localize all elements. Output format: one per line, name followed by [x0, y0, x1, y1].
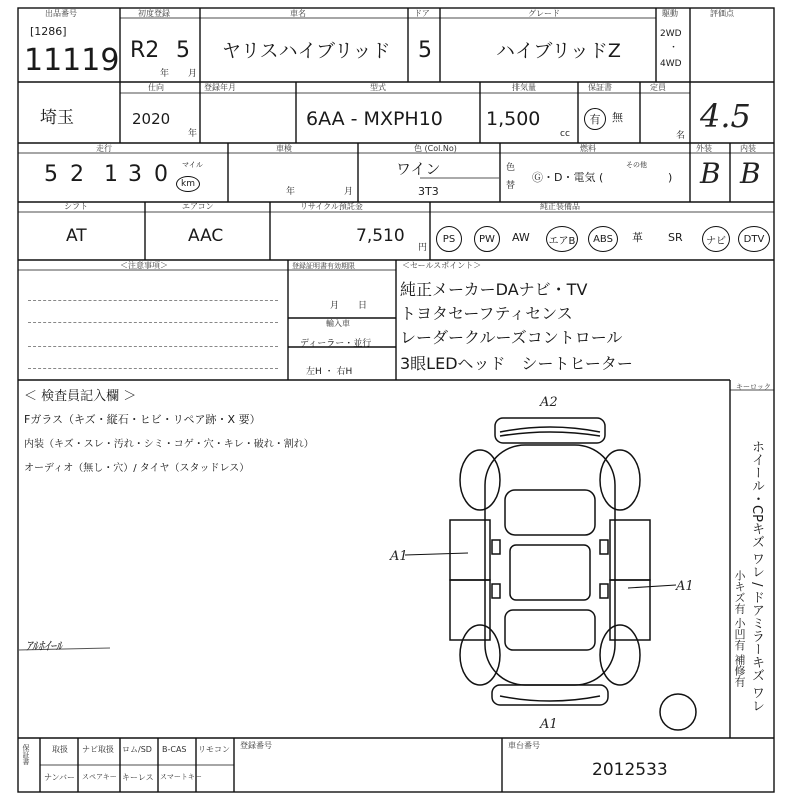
score-header: 評価点	[710, 9, 734, 18]
mileage-digit-3: 1	[104, 162, 118, 187]
damage-a1-rear: A1	[540, 717, 558, 732]
damage-a1-right: A1	[676, 579, 694, 594]
inspector-audio-tire: オーディオ（無し・穴）/ タイヤ（スタッドレス）	[24, 463, 250, 474]
warranty-yes: 有	[584, 108, 606, 130]
aircon-value: AAC	[188, 226, 224, 246]
side-note-col2: 小キズ有 小凹有 補修有	[733, 570, 746, 687]
mileage-digit-1: 5	[44, 162, 58, 187]
first-reg-header: 初度登録	[138, 9, 170, 18]
handwritten-alloy: ｱﾙﾎｲｰﾙ	[26, 639, 63, 653]
first-reg-month: 5	[176, 38, 190, 63]
warranty-no: 無	[612, 111, 623, 124]
lot-header: 出品番号	[45, 9, 77, 18]
equip-abs: ABS	[588, 226, 618, 252]
mileage-km-unit: km	[176, 176, 200, 192]
grade-header: グレード	[528, 9, 560, 18]
car-diagram	[405, 418, 696, 730]
grade: ハイブリッドZ	[496, 40, 621, 62]
side-note-col1: ホイール・CPキズ ワレ / ドアミラーキズ ワレ	[749, 440, 764, 712]
color-code: 3T3	[418, 185, 439, 198]
lot-number: 11119	[24, 43, 120, 78]
equip-sr: SR	[668, 231, 683, 244]
damage-a1-left: A1	[390, 549, 408, 564]
interior-grade: B	[740, 157, 761, 190]
inspector-glass: Fガラス（キズ・縦石・ヒビ・リペア跡・X 要）	[24, 413, 261, 426]
car-name: ヤリスハイブリッド	[222, 40, 391, 62]
equip-aw: AW	[512, 231, 530, 244]
chassis-number: 2012533	[592, 760, 668, 780]
drive-header: 駆動	[662, 9, 678, 18]
lot-bracket: [1286]	[30, 25, 67, 38]
equip-airbag: エアB	[546, 226, 578, 252]
model-code: 6AA - MXPH10	[306, 108, 443, 130]
inspector-heading: ＜ 検査員記入欄 ＞	[24, 389, 137, 404]
sales-point-4: 3眼LEDヘッド シートヒーター	[400, 354, 633, 373]
score-value: 4.5	[700, 97, 751, 135]
shift-value: AT	[66, 226, 87, 246]
equip-dtv: DTV	[738, 226, 770, 252]
damage-a2-front: A2	[540, 395, 558, 410]
mileage-digit-2: 2	[70, 162, 84, 187]
door-header: ドア	[414, 9, 430, 18]
model-year: 2020	[132, 110, 171, 128]
mileage-digit-4: 3	[128, 162, 142, 187]
equip-pw: PW	[474, 226, 500, 252]
inspector-interior: 内装（キズ・スレ・汚れ・シミ・コゲ・穴・キレ・破れ・割れ）	[24, 439, 314, 450]
exterior-grade: B	[700, 157, 721, 190]
first-reg-era: R2	[130, 38, 160, 63]
door-count: 5	[418, 38, 432, 63]
equip-leather: 革	[632, 231, 643, 244]
displacement: 1,500	[486, 108, 541, 130]
sales-point-3: レーダークルーズコントロール	[400, 328, 623, 347]
recycle-fee: 7,510	[356, 226, 405, 246]
sales-point-2: トヨタセーフティセンス	[400, 304, 573, 323]
equip-ps: PS	[436, 226, 462, 252]
color-name: ワイン	[396, 160, 441, 178]
auction-sheet: 出品番号 初度登録 車名 ドア グレード 駆動 評価点 [1286] 11119 R2 5 年 月 ヤリスハイブリッド 5 ハイブリッドZ 2WD ・ 4WD 4.5 仕向 登録年月 型式 排気量 保証書 定員 埼玉 2020 年 6AA - MXPH10 1,500 cc 有 無 名 走行 車検 色 (Col.No) 燃料 外装 内装 5 2 1 3 0 マイル km 年 月 ワイン 3T3 色 替 Ⓖ・D・電気 ( その他 ) B B シフト エアコン リサイクル預託金 純正装備品 AT AAC 7,510 円 PS PW AW エアB ABS 革 SR ナビ DTV ＜注意事項＞ 登録証明書有効期限 月 日 輸入車 ディーラー・並行 左H ・ 右H ＜セールスポイント＞ 純正メーカーDAナビ・TV トヨタセーフティセンス レーダークルーズコントロール 3眼LEDヘッド シートヒーター ＜ 検査員記入欄 ＞ キーロック Fガラス（キズ・縦石・ヒビ・リペア跡・X 要） 内装（キズ・スレ・汚れ・シミ・コゲ・穴・キレ・破れ・割れ） オーディオ（無し・穴）/ タイヤ（スタッドレス） ｱﾙﾎｲｰﾙ A2 A1 A1 A1 ホイール・CPキズ ワレ / ドアミラーキズ ワレ 小キズ有 小凹有 補修有 保証書 取扱 ナビ取扱 ロム/SD B-CAS リモコン ナンバー スペアキー キーレス スマートキー 登録番号 車台番号 2012533	[0, 0, 800, 800]
sales-point-1: 純正メーカーDAナビ・TV	[400, 280, 588, 299]
car-name-header: 車名	[290, 9, 306, 18]
mileage-digit-5: 0	[154, 162, 168, 187]
dealer-parallel: ディーラー・並行	[300, 339, 372, 349]
region: 埼玉	[40, 108, 74, 128]
handle-side: 左H ・ 右H	[306, 367, 353, 377]
equip-navi: ナビ	[702, 226, 730, 252]
fuel-options: Ⓖ・D・電気 (	[532, 171, 604, 184]
